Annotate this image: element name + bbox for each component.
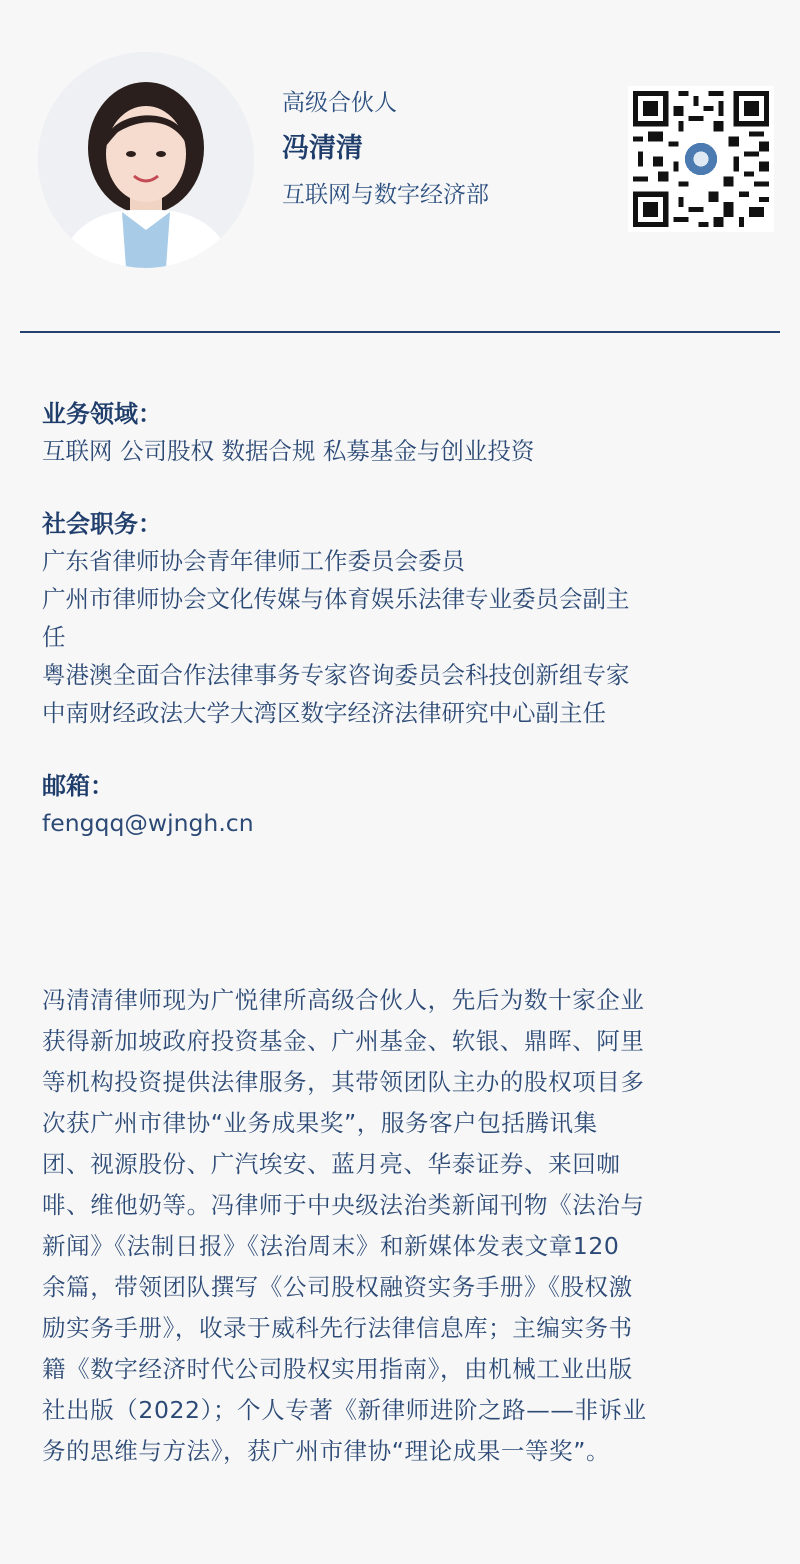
bio-line: 获得新加坡政府投资基金、广州基金、软银、鼎晖、阿里: [42, 1027, 645, 1055]
biography: [42, 980, 782, 1472]
profile-role: 高级合伙人: [282, 90, 397, 116]
profile-name: 冯清清: [282, 133, 363, 164]
email-label: 邮箱：: [42, 772, 114, 800]
bio-line: 啡、维他奶等。冯律师于中央级法治类新闻刊物《法治与: [42, 1191, 645, 1219]
bio-line: 余篇，带领团队撰写《公司股权融资实务手册》《股权激: [42, 1273, 633, 1301]
bio-line: 等机构投资提供法律服务，其带领团队主办的股权项目多: [42, 1068, 645, 1096]
social-position-line: 广东省律师协会青年律师工作委员会委员: [42, 547, 465, 575]
profile-header: [0, 0, 800, 300]
practice-areas-label: 业务领域：: [42, 400, 162, 428]
social-position-line: 任: [42, 623, 66, 651]
social-position-line: 广州市律师协会文化传媒与体育娱乐法律专业委员会副主: [42, 585, 630, 613]
social-position-line: 粤港澳全面合作法律事务专家咨询委员会科技创新组专家: [42, 661, 630, 689]
bio-line: 励实务手册》，收录于威科先行法律信息库；主编实务书: [42, 1314, 633, 1342]
practice-areas-value: 互联网 公司股权 数据合规 私募基金与创业投资: [42, 437, 535, 465]
bio-line: 务的思维与方法》，获广州市律协“理论成果一等奖”。: [42, 1437, 611, 1465]
profile-title-block: [282, 88, 489, 210]
social-positions-label: 社会职务：: [42, 510, 162, 538]
bio-line: 籍《数字经济时代公司股权实用指南》，由机械工业出版: [42, 1355, 633, 1383]
bio-line: 社出版（2022）；个人专著《新律师进阶之路——非诉业: [42, 1396, 647, 1424]
section-divider: [20, 331, 780, 333]
bio-line: 次获广州市律协“业务成果奖”，服务客户包括腾讯集: [42, 1109, 598, 1137]
bio-line: 团、视源股份、广汽埃安、蓝月亮、华泰证券、来回咖: [42, 1150, 621, 1178]
bio-line: 冯清清律师现为广悦律所高级合伙人，先后为数十家企业: [42, 986, 645, 1014]
email-address[interactable]: fengqq@wjngh.cn: [42, 809, 254, 837]
social-position-line: 中南财经政法大学大湾区数字经济法律研究中心副主任: [42, 699, 606, 727]
profile-details: [42, 396, 772, 842]
profile-department: 互联网与数字经济部: [282, 182, 489, 208]
bio-line: 新闻》《法制日报》《法治周末》和新媒体发表文章120: [42, 1232, 620, 1260]
profile-photo: [38, 52, 254, 268]
qr-code: [628, 86, 774, 232]
